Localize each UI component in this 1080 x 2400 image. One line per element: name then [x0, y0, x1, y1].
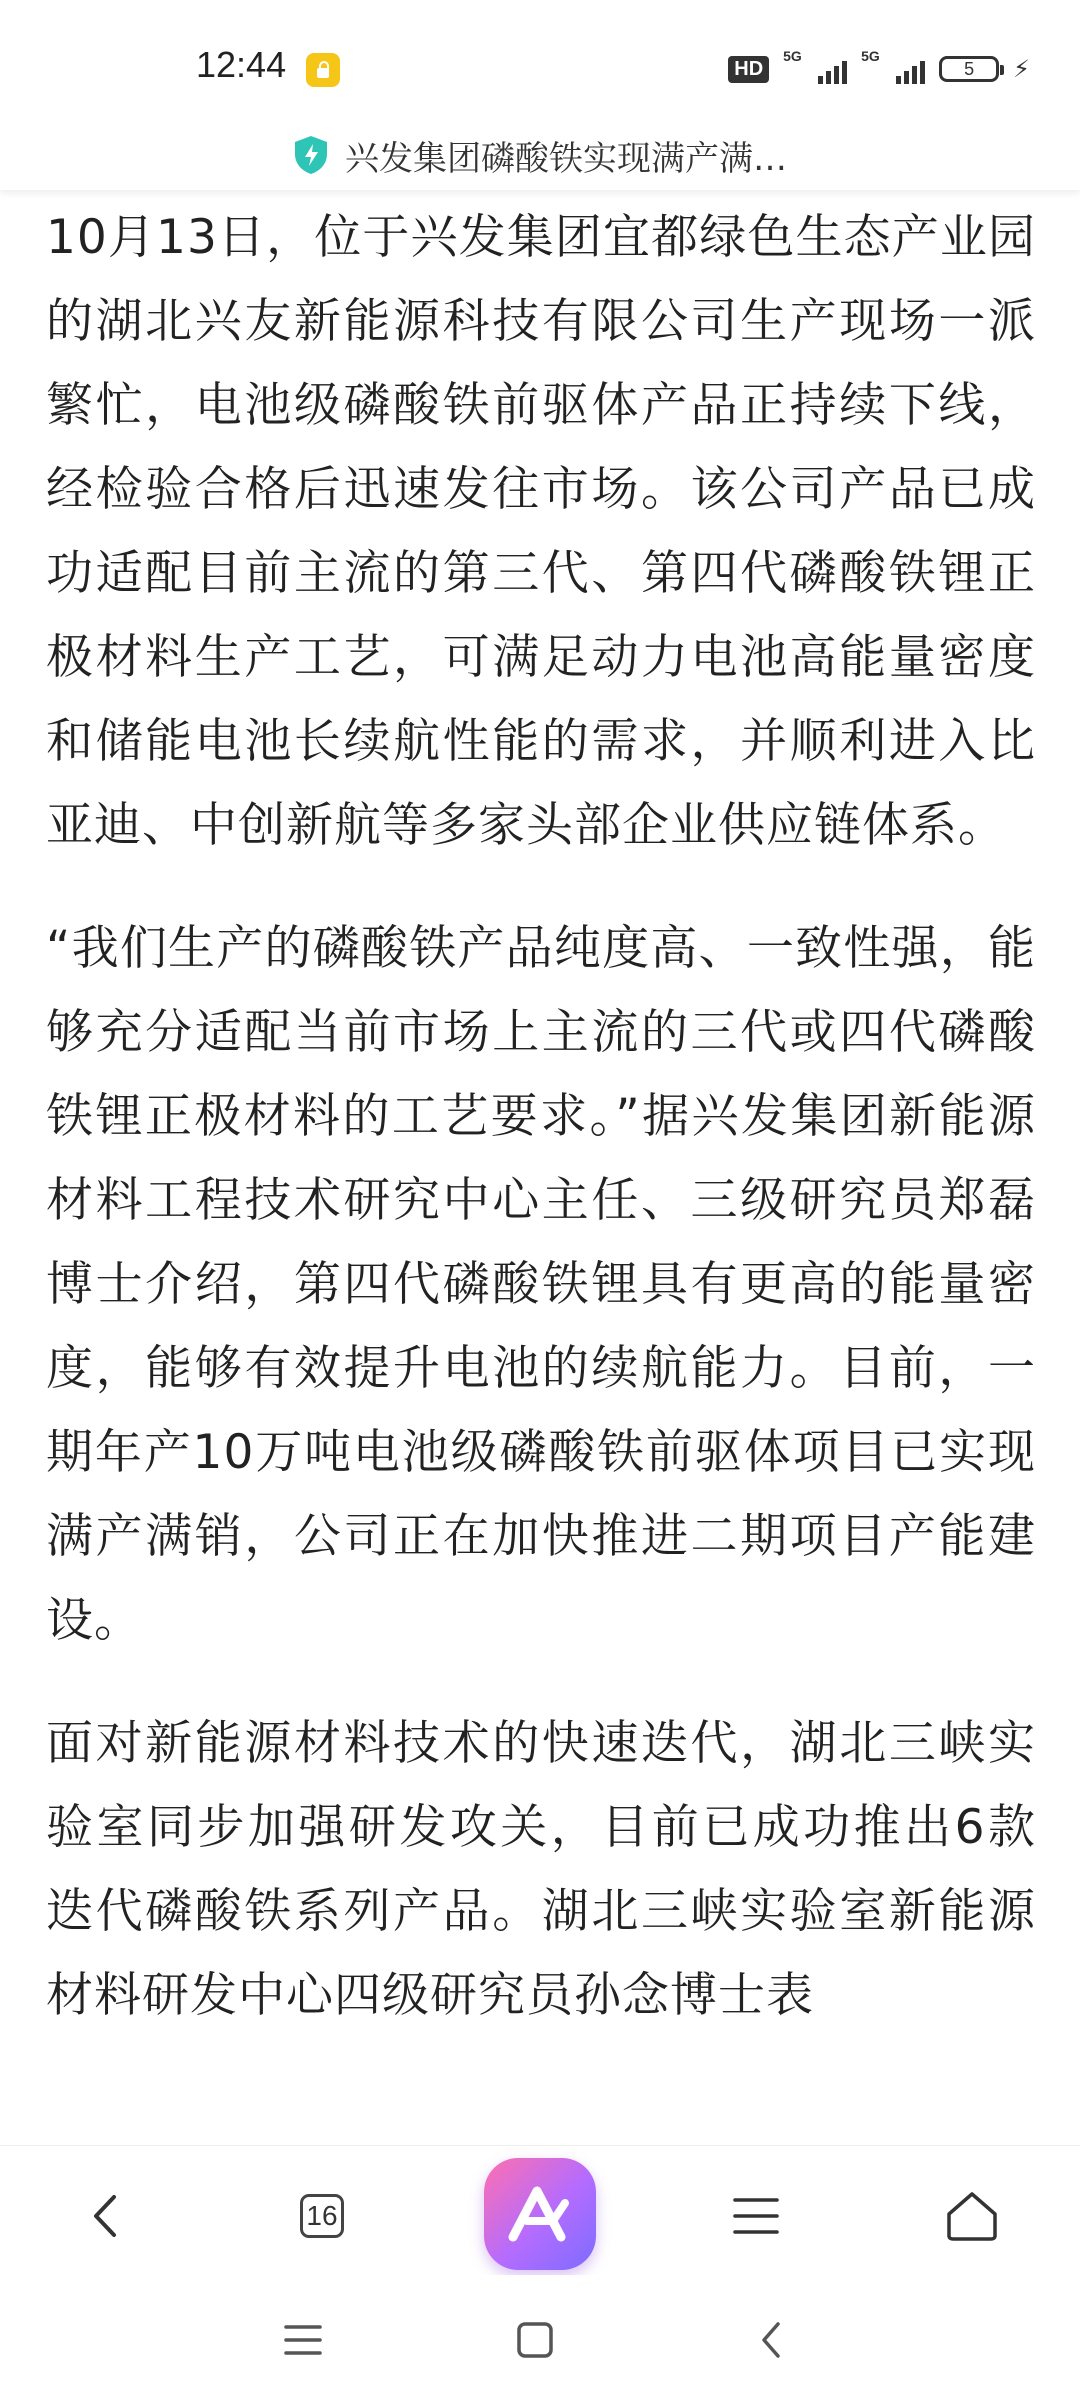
back-button[interactable] [66, 2176, 146, 2256]
system-back-button[interactable] [736, 2305, 806, 2375]
article-content[interactable] [46, 150, 1036, 2145]
status-icons [728, 48, 1030, 86]
article-paragraph: “我们生产的磷酸铁产品纯度高、一致性强，能够充分适配当前市场上主流的三代或四代磷酸铁锂正极材料的工艺要求。”据兴发集团新能源材料工程技术研究中心主任、三级研究员郑磊博士介绍，第四代磷酸铁锂具有更高的能量密度，能够有效提升电池的续航能力。目前，一期年产10万吨电池级磷酸铁前驱体项目已实现满产满销，公司正在加快推进二期项目产能建设。 [46, 921, 1036, 1648]
ai-assistant-button[interactable] [484, 2158, 596, 2270]
article-paragraph: 10月13日，位于兴发集团宜都绿色生态产业园的湖北兴友新能源科技有限公司生产现场一派繁忙，电池级磷酸铁前驱体产品正持续下线，经检验合格后迅速发往市场。该公司产品已成功适配目前主流的第三代、第四代磷酸铁锂正极材料生产工艺，可满足动力电池高能量密度和储能电池长续航性能的需求，并顺利进入比亚迪、中创新航等多家头部企业供应链体系。 [46, 210, 1036, 853]
page-title: 兴发集团磷酸铁实现满产满… [345, 138, 787, 179]
recent-apps-button[interactable] [268, 2305, 338, 2375]
menu-button[interactable] [716, 2176, 796, 2256]
status-time: 12:44 [196, 44, 287, 85]
page-title-bar[interactable] [0, 120, 1080, 190]
secure-shield-icon [293, 135, 329, 175]
tabs-button[interactable] [282, 2176, 362, 2256]
recents-menu-icon [283, 2322, 323, 2358]
network-type-label: 5G [861, 48, 880, 64]
browser-toolbar [0, 2145, 1080, 2276]
hamburger-menu-icon [731, 2194, 781, 2238]
tab-count-icon: 16 [300, 2194, 344, 2238]
system-home-button[interactable] [500, 2305, 570, 2375]
article-paragraph: 面对新能源材料技术的快速迭代，湖北三峡实验室同步加强研发攻关，目前已成功推出6款迭代磷酸铁系列产品。湖北三峡实验室新能源材料研发中心四级研究员孙念博士表 [46, 1716, 1036, 2023]
hd-voice-icon: HD [728, 56, 769, 83]
charging-icon: ⚡ [1013, 55, 1030, 83]
status-bar [0, 0, 1080, 120]
back-arrow-icon [756, 2318, 786, 2362]
signal-icon-sim1 [783, 48, 847, 86]
home-icon [945, 2190, 999, 2242]
battery-icon: 5 [939, 56, 999, 82]
signal-icon-sim2 [861, 48, 925, 86]
ai-logo-icon [507, 2185, 573, 2243]
square-home-icon [515, 2320, 555, 2360]
network-type-label: 5G [783, 48, 802, 64]
chevron-left-icon [86, 2191, 126, 2241]
system-navigation-bar [0, 2275, 1080, 2400]
lock-icon [306, 53, 340, 87]
home-button[interactable] [932, 2176, 1012, 2256]
